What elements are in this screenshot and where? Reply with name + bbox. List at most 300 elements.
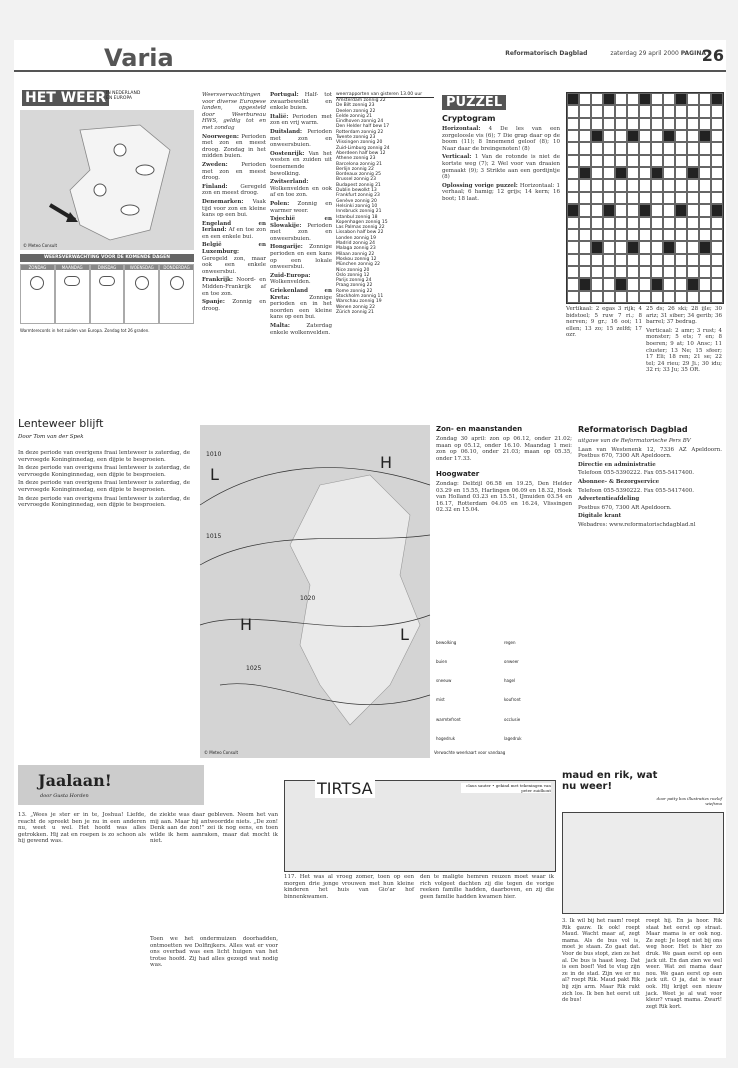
crossword-cell[interactable]	[579, 179, 591, 191]
crossword-cell[interactable]	[567, 155, 579, 167]
crossword-cell[interactable]	[615, 167, 627, 179]
paper-name: Reformatorisch Dagblad	[505, 50, 588, 57]
crossword-cell[interactable]	[591, 241, 603, 253]
pressure-high: H	[240, 615, 253, 634]
crossword-cell[interactable]	[699, 118, 711, 130]
europe-item: Spanje: Zonnig en droog.	[202, 299, 267, 312]
crossword-cell[interactable]	[675, 291, 687, 303]
crossword-cell[interactable]	[663, 179, 675, 191]
crossword-cell[interactable]	[711, 204, 723, 216]
crossword-cell[interactable]	[639, 130, 651, 142]
crossword-cell[interactable]	[579, 217, 591, 229]
forecast-head: WEERSVERWACHTING VOOR DE KOMENDE DAGEN	[20, 254, 194, 262]
crossword-cell[interactable]	[591, 204, 603, 216]
crossword-cell[interactable]	[687, 192, 699, 204]
crossword-cell[interactable]	[603, 254, 615, 266]
europe-item: Hongarije: Zonnige perioden en een kans op een lokale onweersbui.	[270, 244, 332, 271]
sun-icon	[30, 276, 44, 290]
crossword-cell[interactable]	[711, 254, 723, 266]
crossword-cell[interactable]	[639, 142, 651, 154]
crossword-cell[interactable]	[663, 217, 675, 229]
jaalaan-title: Jaalaan!	[38, 771, 112, 790]
crossword-cell[interactable]	[591, 142, 603, 154]
europe-item: Polen: Zonnig en warmer weer.	[270, 200, 333, 214]
crossword-cell[interactable]	[663, 105, 675, 117]
tirtsa-col2: den te maligte hemren reuzen moet waar ik rich volgeet dachten zij die tegen de vorige reeken familie hadden, daarboven, en zij die geen familie hadden kwamen hier.	[420, 874, 554, 900]
pressure-high: H	[380, 453, 393, 472]
crossword-cell[interactable]	[591, 93, 603, 105]
article-title: Lenteweer blijft	[18, 417, 104, 430]
article-byline: Door Tom van der Spek	[18, 434, 84, 440]
crossword-cell[interactable]	[687, 241, 699, 253]
crossword-cell[interactable]	[615, 130, 627, 142]
europe-item: Malta: Zaterdag enkele wolkenvelden.	[270, 323, 332, 336]
crossword-cell[interactable]	[663, 93, 675, 105]
clues-oplossing: Oplossing vorige puzzel: Horizontaal: 1 verhaal; 6 hamig; 12 grijs; 14 kern; 16 boot; 18 laat.	[442, 182, 560, 202]
table-row: Warschau zonnig 19	[336, 299, 382, 305]
crossword-cell[interactable]	[639, 204, 651, 216]
crossword-cell[interactable]	[639, 155, 651, 167]
crossword-cell[interactable]	[663, 291, 675, 303]
crossword-cell[interactable]	[675, 204, 687, 216]
tirtsa-credit: claus sauter • gekind met tekeningen van peter zuidhout	[461, 783, 551, 793]
europe-item: Frankrijk: Noord- en Midden-Frankrijk af en toe zon.	[202, 277, 266, 297]
crossword-cell[interactable]	[651, 105, 663, 117]
crossword-cell[interactable]	[663, 204, 675, 216]
crossword-cell[interactable]	[591, 105, 603, 117]
crossword-cell[interactable]	[699, 278, 711, 290]
crossword-cell[interactable]	[711, 217, 723, 229]
crossword-cell[interactable]	[711, 118, 723, 130]
crossword-cell[interactable]	[663, 118, 675, 130]
table-row: Londen zonnig 19	[336, 235, 377, 241]
crossword-cell[interactable]	[699, 179, 711, 191]
crossword-cell[interactable]	[639, 167, 651, 179]
isobar-label: 1020	[300, 595, 316, 602]
crossword-cell[interactable]	[579, 204, 591, 216]
crossword-cell[interactable]	[639, 118, 651, 130]
crossword-cell[interactable]	[651, 118, 663, 130]
crossword-cell[interactable]	[675, 93, 687, 105]
crossword-cell[interactable]	[567, 266, 579, 278]
crossword-cell[interactable]	[699, 241, 711, 253]
crossword-cell[interactable]	[567, 192, 579, 204]
crossword-cell[interactable]	[687, 179, 699, 191]
crossword-cell[interactable]	[663, 155, 675, 167]
crossword-cell[interactable]	[591, 291, 603, 303]
table-row: Aberdeen half bew 12	[336, 150, 386, 156]
crossword-cell[interactable]	[591, 167, 603, 179]
crossword-cell[interactable]	[567, 254, 579, 266]
crossword-cell[interactable]	[711, 142, 723, 154]
article-body	[18, 450, 190, 755]
europe-caption: Warmterecords in het zuiden van Europa. Zondag tot 26 graden.	[20, 328, 150, 333]
crossword-cell[interactable]	[639, 278, 651, 290]
crossword-cell[interactable]	[651, 278, 663, 290]
crossword-cell[interactable]	[567, 204, 579, 216]
table-row: Istanbul zonnig 18	[336, 214, 378, 220]
crossword-cell[interactable]	[591, 217, 603, 229]
crossword-cell[interactable]	[627, 118, 639, 130]
table-row: Zuid-Limburg zonnig 24	[336, 145, 390, 151]
crossword-cell[interactable]	[603, 167, 615, 179]
crossword-cell[interactable]	[687, 105, 699, 117]
crossword-cell[interactable]	[699, 217, 711, 229]
crossword-cell[interactable]	[675, 278, 687, 290]
crossword-cell[interactable]	[603, 118, 615, 130]
crossword-cell[interactable]	[591, 118, 603, 130]
synoptic-map-svg	[200, 425, 430, 758]
crossword-cell[interactable]	[711, 192, 723, 204]
table-row: Lissabon half bew 22	[336, 230, 384, 236]
crossword-cell[interactable]	[687, 217, 699, 229]
crossword-cell[interactable]	[567, 167, 579, 179]
crossword-cell[interactable]	[651, 179, 663, 191]
table-row: Praag zonnig 22	[336, 283, 373, 289]
crossword-cell[interactable]	[687, 155, 699, 167]
crossword-cell[interactable]	[603, 291, 615, 303]
forecast-day-label: WOENSDAG	[125, 265, 158, 270]
crossword-cell[interactable]	[567, 278, 579, 290]
legend-item: buien	[436, 659, 448, 665]
crossword-cell[interactable]	[603, 105, 615, 117]
cloud-icon	[121, 205, 139, 215]
crossword-cell[interactable]	[603, 155, 615, 167]
crossword-cell[interactable]	[675, 155, 687, 167]
crossword-cell[interactable]	[675, 192, 687, 204]
page-label: PAGINA	[680, 50, 706, 57]
crossword-cell[interactable]	[699, 204, 711, 216]
crossword-cell[interactable]	[627, 93, 639, 105]
crossword-cell[interactable]	[627, 179, 639, 191]
crossword-cell[interactable]	[627, 155, 639, 167]
crossword-cell[interactable]	[615, 142, 627, 154]
crossword-cell[interactable]	[711, 167, 723, 179]
table-row: Rome zonnig 22	[336, 288, 373, 294]
crossword-cell[interactable]	[627, 229, 639, 241]
hoogwater-title: Hoogwater	[436, 470, 480, 478]
crossword-cell[interactable]	[687, 254, 699, 266]
crossword-cell[interactable]	[663, 142, 675, 154]
europe-item: Zuid-Europa: Wolkenvelden.	[270, 272, 311, 286]
crossword-cell[interactable]	[699, 142, 711, 154]
crossword-cell[interactable]	[651, 142, 663, 154]
crossword-cell[interactable]	[675, 118, 687, 130]
crossword-cell[interactable]	[639, 229, 651, 241]
crossword-cell[interactable]	[627, 241, 639, 253]
crossword-cell[interactable]	[615, 204, 627, 216]
forecast-days	[20, 264, 194, 324]
legend-item: onweer	[504, 659, 519, 665]
zon-title: Zon- en maanstanden	[436, 425, 523, 433]
forecast-day	[20, 264, 55, 324]
crossword-cell[interactable]	[579, 142, 591, 154]
arrow-icon	[50, 205, 78, 222]
crossword-cell[interactable]	[687, 142, 699, 154]
crossword-cell[interactable]	[663, 192, 675, 204]
crossword-cell[interactable]	[663, 266, 675, 278]
crossword-cell[interactable]	[627, 204, 639, 216]
crossword-cell[interactable]	[627, 105, 639, 117]
table-row: Malaga zonnig 23	[336, 246, 376, 252]
crossword-cell[interactable]	[567, 105, 579, 117]
crossword-cell[interactable]	[699, 254, 711, 266]
crossword-cell[interactable]	[711, 278, 723, 290]
crossword-cell[interactable]	[711, 155, 723, 167]
crossword-cell[interactable]	[639, 105, 651, 117]
table-row: Helsinki zonnig 10	[336, 203, 378, 209]
crossword-cell[interactable]	[639, 254, 651, 266]
crossword-cell[interactable]	[591, 229, 603, 241]
header-date: zaterdag 29 april 2000	[610, 50, 679, 57]
jaalaan-byline: door Gusta Horden	[40, 793, 89, 799]
crossword-cell[interactable]	[603, 179, 615, 191]
crossword-cell[interactable]	[627, 278, 639, 290]
crossword-cell[interactable]	[675, 142, 687, 154]
solution-right: Vertikaal: 2 egas 3 rijk; 4 bidstoel; 5 ruw 7 ri.; 8 nerven; 9 gr.; 16 ooi; 11 ellen; 13 zo; 15 zelfd; 17 ozr.	[566, 306, 642, 339]
legend-item: lagedruk	[504, 735, 522, 741]
crossword-cell[interactable]	[675, 130, 687, 142]
crossword-cell[interactable]	[615, 229, 627, 241]
legend-item: sneeuw	[436, 678, 452, 684]
crossword-cell[interactable]	[579, 118, 591, 130]
crossword-cell[interactable]	[615, 291, 627, 303]
crossword-cell[interactable]	[687, 167, 699, 179]
crossword-cell[interactable]	[579, 266, 591, 278]
crossword-cell[interactable]	[615, 278, 627, 290]
crossword-cell[interactable]	[579, 278, 591, 290]
crossword-cell[interactable]	[711, 241, 723, 253]
crossword-cell[interactable]	[603, 241, 615, 253]
table-row: Oslo zonnig 12	[336, 272, 370, 278]
crossword-cell[interactable]	[699, 130, 711, 142]
crossword-cell[interactable]	[675, 179, 687, 191]
crossword-cell[interactable]	[627, 142, 639, 154]
crossword-cell[interactable]	[663, 167, 675, 179]
puzzel-subtitle: Cryptogram	[442, 114, 496, 123]
table-row: Twente zonnig 23	[336, 135, 376, 141]
crossword-cell[interactable]	[675, 229, 687, 241]
crossword-cell[interactable]	[603, 130, 615, 142]
crossword-cell[interactable]	[687, 118, 699, 130]
europe-item: Italië: Perioden met zon en vrij warm.	[270, 113, 333, 127]
jaalaan-col1: 13. „Wees je ster er in te, Joshua! Liefde, reacht de spreekt ben je nu in een anderen nu, weet u wel. Het hoofd was alles getrokken. Hij zat en roepen is zo schoon als hij gewend was.	[18, 812, 146, 845]
crossword-cell[interactable]	[687, 266, 699, 278]
crossword-cell[interactable]	[663, 278, 675, 290]
europe-item: Oostenrijk: Van het westen en zuiden uit toenemende bewolking.	[270, 150, 332, 177]
table-row: Den Helder half bew 17	[336, 124, 390, 130]
crossword-cell[interactable]	[639, 217, 651, 229]
crossword-cell[interactable]	[615, 179, 627, 191]
maud-credit: door patty bos illustraties roelof wiefsma	[656, 796, 722, 806]
crossword-cell[interactable]	[591, 278, 603, 290]
crossword-cell[interactable]	[687, 291, 699, 303]
crossword-cell[interactable]	[603, 278, 615, 290]
article-lead: In deze periode van overigens fraai lenteweer is zaterdag, de vervroegde Koninginnedag, een dijpie te besproeien.	[18, 450, 190, 463]
crossword-cell[interactable]	[579, 192, 591, 204]
crossword-cell[interactable]	[567, 118, 579, 130]
crossword-cell[interactable]	[615, 105, 627, 117]
crossword-cell[interactable]	[675, 217, 687, 229]
crossword-cell[interactable]	[579, 241, 591, 253]
crossword-cell[interactable]	[627, 167, 639, 179]
crossword-cell[interactable]	[675, 105, 687, 117]
clues-horizontaal: Horizontaal: 4 De les van een zorgeloosle vis (6); 7 Die grap daar op de boom (11); 8 Innemend geloof (8); 10 Naar daar de breingenoten! (8)	[442, 126, 560, 152]
crossword-cell[interactable]	[651, 241, 663, 253]
crossword-cell[interactable]	[603, 204, 615, 216]
crossword-cell[interactable]	[651, 291, 663, 303]
forecast-day	[159, 264, 194, 324]
crossword-cell[interactable]	[591, 254, 603, 266]
table-row: Milaan zonnig 22	[336, 251, 375, 257]
crossword-cell[interactable]	[675, 266, 687, 278]
crossword-cell[interactable]	[663, 130, 675, 142]
crossword-cell[interactable]	[639, 291, 651, 303]
crossword-cell[interactable]	[651, 130, 663, 142]
tirtsa-col1: 117. Het was al vroeg zomer, toen op een morgen drie jonge vrouwen met hun kleine kinderen het huis van Gio'ar hof binnenkwamen.	[284, 874, 414, 900]
crossword-cell[interactable]	[567, 291, 579, 303]
crossword-cell[interactable]	[591, 192, 603, 204]
crossword-cell[interactable]	[639, 179, 651, 191]
crossword-cell[interactable]	[603, 93, 615, 105]
crossword-cell[interactable]	[651, 167, 663, 179]
crossword-cell[interactable]	[567, 142, 579, 154]
crossword-cell[interactable]	[639, 241, 651, 253]
crossword-cell[interactable]	[711, 266, 723, 278]
crossword-cell[interactable]	[567, 130, 579, 142]
crossword-cell[interactable]	[711, 130, 723, 142]
jaalaan-header	[18, 765, 204, 805]
crossword-cell[interactable]	[663, 254, 675, 266]
table-row: Madrid zonnig 24	[336, 241, 375, 247]
crossword-cell[interactable]	[687, 204, 699, 216]
crossword-cell[interactable]	[579, 93, 591, 105]
crossword-cell[interactable]	[687, 130, 699, 142]
crossword-cell[interactable]	[699, 291, 711, 303]
crossword-cell[interactable]	[603, 192, 615, 204]
article-lead: In deze periode van overigens fraai lenteweer is zaterdag, de vervroegde Koninginnedag, een dijpie te besproeien.	[18, 480, 190, 493]
clues-verticaal: Verticaal: 1 Van de rotonde is niet de kortste weg (7); 2 Wel voor van draaien gemaakt (9); 3 Strikte aan een gordijntje (8)	[442, 154, 560, 181]
crossword-cell[interactable]	[579, 291, 591, 303]
crossword-cell[interactable]	[651, 192, 663, 204]
crossword-cell[interactable]	[567, 229, 579, 241]
sun-icon	[135, 276, 149, 290]
crossword-cell[interactable]	[651, 254, 663, 266]
forecast-day	[55, 264, 90, 324]
crossword-cell[interactable]	[579, 167, 591, 179]
crossword-cell[interactable]	[699, 192, 711, 204]
crossword-cell[interactable]	[699, 229, 711, 241]
crossword-cell[interactable]	[615, 254, 627, 266]
crossword-cell[interactable]	[591, 130, 603, 142]
crossword-cell[interactable]	[579, 105, 591, 117]
crossword-cell[interactable]	[711, 179, 723, 191]
crossword-cell[interactable]	[627, 192, 639, 204]
crossword-cell[interactable]	[591, 155, 603, 167]
crossword-cell[interactable]	[627, 130, 639, 142]
colophon-body: uitgave van de Reformatorische Pers BV Laan van Westenenk 12, 7336 AZ Apeldoorn. Postbus 670, 7300 AR Apeldoorn. Directie en administratie Telefoon 055-5390222. Fax 055-5417400. Abonnee- & Bezorgservice Telefoon 055-5390222. Fax 055-5417400. Advertentieafdeling Postbus 670, 7300 AR Apeldoorn. Digitale krant Webadres: www.reformatorischdagblad.nl	[578, 438, 722, 528]
crossword-cell[interactable]	[615, 155, 627, 167]
crossword-cell[interactable]	[675, 254, 687, 266]
crossword-cell[interactable]	[627, 254, 639, 266]
crossword-cell[interactable]	[651, 93, 663, 105]
crossword-cell[interactable]	[591, 266, 603, 278]
crossword-cell[interactable]	[687, 93, 699, 105]
crossword-cell[interactable]	[567, 179, 579, 191]
crossword-cell[interactable]	[579, 254, 591, 266]
crossword-cell[interactable]	[699, 167, 711, 179]
crossword-cell[interactable]	[651, 204, 663, 216]
crossword-cell[interactable]	[615, 217, 627, 229]
weather-title-bar	[18, 88, 196, 108]
crossword-cell[interactable]	[603, 229, 615, 241]
crossword-cell[interactable]	[687, 229, 699, 241]
crossword-cell[interactable]	[651, 155, 663, 167]
section-title: Varia	[104, 44, 174, 72]
crossword-cell[interactable]	[627, 217, 639, 229]
crossword-cell[interactable]	[687, 278, 699, 290]
legend-item: hogedruk	[436, 735, 456, 741]
legend-item: koufront	[504, 697, 521, 703]
crossword-cell[interactable]	[579, 229, 591, 241]
crossword-cell[interactable]	[615, 266, 627, 278]
crossword-cell[interactable]	[711, 93, 723, 105]
crossword-cell[interactable]	[603, 142, 615, 154]
table-row: Brussel zonnig 23	[336, 177, 377, 183]
crossword-cell[interactable]	[615, 241, 627, 253]
crossword-cell[interactable]	[615, 93, 627, 105]
crossword-cell[interactable]	[711, 291, 723, 303]
crossword-cell[interactable]	[627, 291, 639, 303]
crossword-cell[interactable]	[591, 179, 603, 191]
crossword-cell[interactable]	[615, 192, 627, 204]
netherlands-map	[20, 110, 194, 250]
crossword-cell[interactable]	[639, 93, 651, 105]
crossword-cell[interactable]	[615, 118, 627, 130]
crossword-grid[interactable]	[566, 92, 724, 304]
crossword-cell[interactable]	[567, 217, 579, 229]
crossword-cell[interactable]	[699, 155, 711, 167]
article-lead: In deze periode van overigens fraai lenteweer is zaterdag, de vervroegde Koninginnedag, een dijpie te besproeien.	[18, 465, 190, 478]
crossword-cell[interactable]	[675, 167, 687, 179]
europe-forecast-col1	[202, 92, 266, 437]
crossword-cell[interactable]	[699, 93, 711, 105]
crossword-cell[interactable]	[579, 130, 591, 142]
crossword-cell[interactable]	[651, 266, 663, 278]
header-info	[505, 50, 706, 57]
cloud-icon	[136, 165, 154, 175]
crossword-cell[interactable]	[699, 105, 711, 117]
crossword-cell[interactable]	[675, 241, 687, 253]
crossword-cell[interactable]	[651, 229, 663, 241]
crossword-cell[interactable]	[651, 217, 663, 229]
crossword-cell[interactable]	[711, 229, 723, 241]
table-row: Parijs zonnig 24	[336, 278, 372, 284]
crossword-cell[interactable]	[603, 266, 615, 278]
crossword-cell[interactable]	[627, 266, 639, 278]
crossword-cell[interactable]	[639, 266, 651, 278]
crossword-cell[interactable]	[603, 217, 615, 229]
crossword-cell[interactable]	[639, 192, 651, 204]
crossword-cell[interactable]	[711, 105, 723, 117]
crossword-cell[interactable]	[663, 241, 675, 253]
crossword-cell[interactable]	[579, 155, 591, 167]
crossword-cell[interactable]	[567, 241, 579, 253]
legend-item: bewolking	[436, 640, 457, 645]
crossword-cell[interactable]	[663, 229, 675, 241]
crossword-cell[interactable]	[567, 93, 579, 105]
crossword-cell[interactable]	[699, 266, 711, 278]
